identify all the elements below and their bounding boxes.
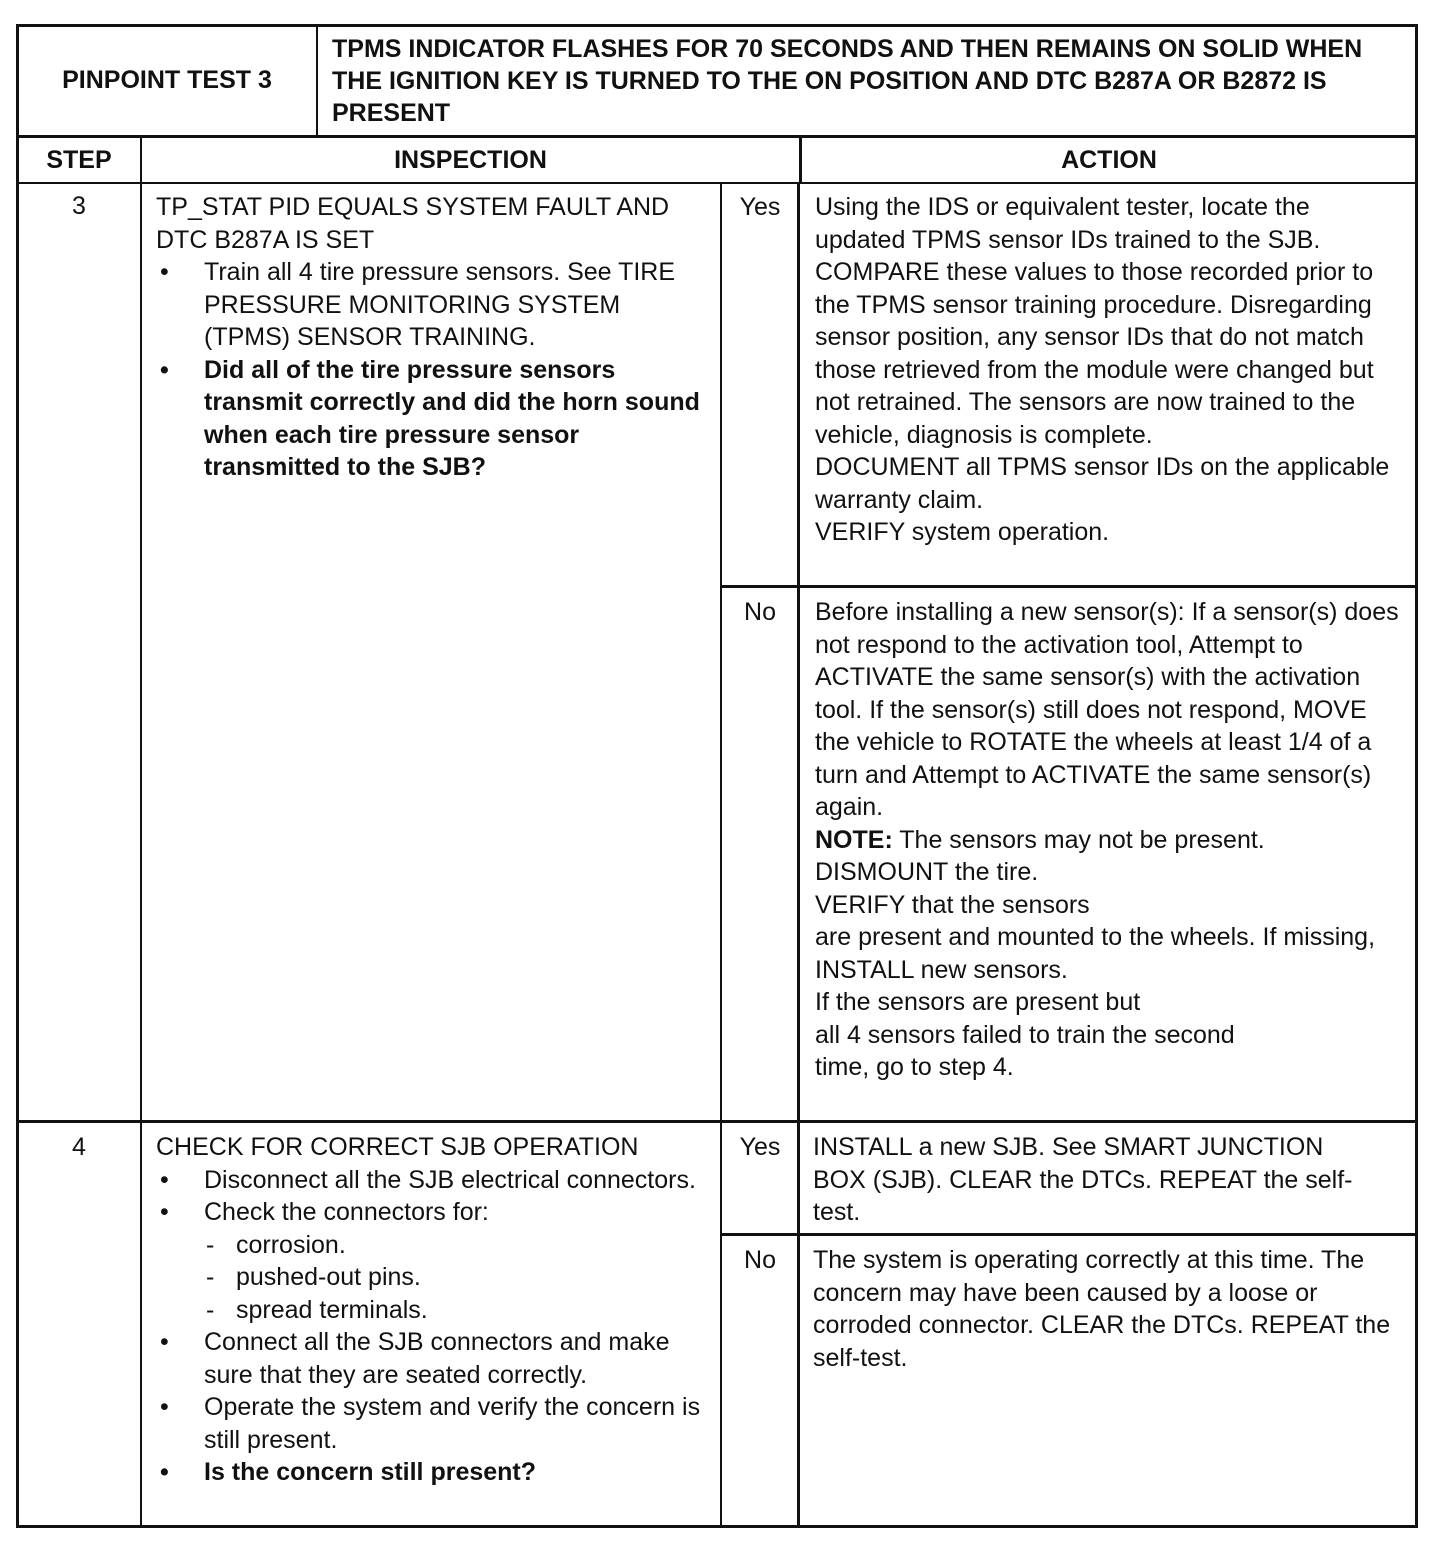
step3-note	[815, 824, 1407, 857]
step3-no-action-install: are present and mounted to the wheels. If missing, INSTALL new sensors.	[815, 923, 1376, 984]
step4-sub-item: - pushed-out pins.	[204, 1261, 706, 1294]
step3-yes-label: Yes	[739, 193, 781, 221]
step4-sub-item: - spread terminals.	[204, 1294, 706, 1327]
step4-no-action: The system is operating correctly at this time. The concern may have been caused by a loose or corroded connector. CLEAR the DTCs. REPEAT the self-test.	[813, 1246, 1391, 1372]
step3-yes-no-divider	[720, 585, 1418, 588]
step3-no-action-verify: VERIFY that the sensors	[815, 890, 1090, 919]
step3-no-label: No	[744, 598, 776, 626]
pinpoint-test-title: TPMS INDICATOR FLASHES FOR 70 SECONDS AND THEN REMAINS ON SOLID WHEN THE IGNITION KEY IS TURNED TO THE ON POSITION AND DTC B287A OR B2872 IS PRESENT	[332, 35, 1363, 127]
step3-yes-action-verify: VERIFY system operation.	[815, 518, 1110, 546]
header-divider	[16, 135, 1418, 138]
note-text: The sensors may not be present.	[892, 825, 1265, 854]
step3-yes-action-document: DOCUMENT all TPMS sensor IDs on the applicable warranty claim.	[815, 453, 1390, 514]
step4-bullet-question: • Is the concern still present?	[156, 1456, 706, 1489]
step4-inspection	[156, 1131, 706, 1489]
step4-yes-no-divider	[720, 1233, 1418, 1236]
step3-no-action-goto: time, go to step 4.	[815, 1053, 1014, 1081]
column-header-inspection: INSPECTION	[394, 146, 547, 174]
step4-yes-label: Yes	[739, 1133, 781, 1161]
step3-no-action-dismount: DISMOUNT the tire.	[815, 858, 1039, 886]
step3-no-action-text: Before installing a new sensor(s): If a sensor(s) does not respond to the activation tool, Attempt to ACTIVATE the same sensor(s) with the activation tool. If the sensor(s) still does not respond, MOVE the vehicle to ROTATE the wheels at least 1/4 of a turn and Attempt to ACTIVATE the same sensor(s) again.	[815, 598, 1399, 821]
note-label: NOTE:	[815, 825, 893, 854]
pinpoint-test-label: PINPOINT TEST 3	[62, 66, 272, 94]
column-header-step: STEP	[46, 146, 112, 174]
step4-yes-action: INSTALL a new SJB. See SMART JUNCTION BOX (SJB). CLEAR the DTCs. REPEAT the self-test.	[813, 1133, 1353, 1226]
step-column-divider	[140, 136, 142, 1528]
step4-sub-item: - corrosion.	[204, 1229, 706, 1262]
step3-yes-action-text: Using the IDS or equivalent tester, locate the updated TPMS sensor IDs trained to the SJB. COMPARE these values to those recorded prior to the TPMS sensor training procedure. Disregarding sensor position, any sensor IDs that do not match those retrieved from the module were changed but not retrained. The sensors are now trained to the vehicle, diagnosis is complete.	[815, 193, 1374, 449]
step3-yes-action	[815, 191, 1407, 549]
yesno-action-divider	[797, 183, 800, 1528]
step-divider	[16, 1120, 1418, 1123]
column-header-action: ACTION	[1061, 146, 1157, 174]
step3-heading: TP_STAT PID EQUALS SYSTEM FAULT AND DTC B287A IS SET	[156, 193, 670, 254]
step4-bullet-disconnect: • Disconnect all the SJB electrical connectors.	[156, 1164, 706, 1197]
header-label-divider	[316, 24, 318, 136]
inspection-yesno-divider	[720, 183, 722, 1528]
step4-bullet-check	[156, 1196, 706, 1326]
column-header-divider	[16, 182, 1418, 184]
step3-no-action	[815, 596, 1407, 1084]
step4-heading: CHECK FOR CORRECT SJB OPERATION	[156, 1133, 639, 1161]
step-number: 4	[72, 1133, 86, 1161]
step4-no-label: No	[744, 1246, 776, 1274]
step3-inspection	[156, 191, 706, 484]
step3-bullet-train: • Train all 4 tire pressure sensors. See TIRE PRESSURE MONITORING SYSTEM (TPMS) SENSOR TRAINING.	[156, 256, 706, 354]
step3-no-action-failed: all 4 sensors failed to train the second	[815, 1020, 1235, 1049]
step4-bullet-operate: • Operate the system and verify the concern is still present.	[156, 1391, 706, 1456]
step3-no-action-if-present: If the sensors are present but	[815, 988, 1141, 1016]
step-number: 3	[72, 192, 86, 220]
step4-bullet-connect: • Connect all the SJB connectors and make sure that they are seated correctly.	[156, 1326, 706, 1391]
step3-bullet-question: • Did all of the tire pressure sensors transmit correctly and did the horn sound when each tire pressure sensor transmitted to the SJB?	[156, 354, 706, 484]
step4-bullet-check-text: • Check the connectors for:	[204, 1198, 489, 1226]
